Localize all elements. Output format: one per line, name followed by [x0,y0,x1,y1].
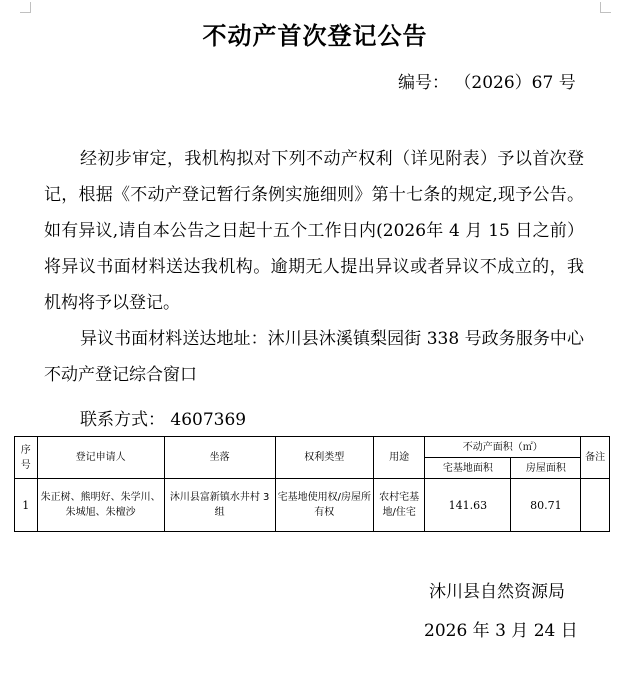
header-area-group: 不动产面积（㎡） [425,437,581,458]
header-building-area: 房屋面积 [511,458,581,479]
document-number: 编号： （2026）67 号 [398,73,576,93]
objection-address-paragraph: 异议书面材料送达地址：沐川县沐溪镇梨园街 338 号政务服务中心不动产登记综合窗口 [44,329,584,385]
header-land-area: 宅基地面积 [425,458,511,479]
notice-body [44,141,584,393]
issuing-organization: 沐川县自然资源局 [429,582,565,602]
cell-location: 沐川县富新镇水井村 3 组 [164,479,275,532]
page-corner-mark-left [20,2,31,13]
header-use: 用途 [374,437,425,479]
notice-paragraph-main: 经初步审定，我机构拟对下列不动产权利（详见附表）予以首次登记，根据《不动产登记暂行条例实施细则》第十七条的规定,现予公告。如有异议,请自本公告之日起十五个工作日内(2026年 4 月 15 日之前）将异议书面材料送达我机构。逾期无人提出异议或者异议不成立的，我机构将予以登记。 [44,149,584,313]
table-row [15,479,610,532]
page-corner-mark-right [600,2,611,13]
header-right-type: 权利类型 [275,437,373,479]
header-seq: 序号 [15,437,38,479]
contact-line: 联系方式： 4607369 [80,410,247,430]
page-title: 不动产首次登记公告 [202,21,428,50]
header-location: 坐落 [164,437,275,479]
issue-date: 2026 年 3 月 24 日 [424,621,578,641]
cell-right-type: 宅基地使用权/房屋所有权 [275,479,373,532]
cell-seq: 1 [15,479,38,532]
registration-table [14,436,610,532]
cell-remark [581,479,610,532]
cell-use: 农村宅基地/住宅 [374,479,425,532]
header-applicant: 登记申请人 [37,437,164,479]
cell-land-area: 141.63 [425,479,511,532]
cell-building-area: 80.71 [511,479,581,532]
header-remark: 备注 [581,437,610,479]
cell-applicant: 朱正树、熊明好、朱学川、朱城旭、朱檀沙 [37,479,164,532]
